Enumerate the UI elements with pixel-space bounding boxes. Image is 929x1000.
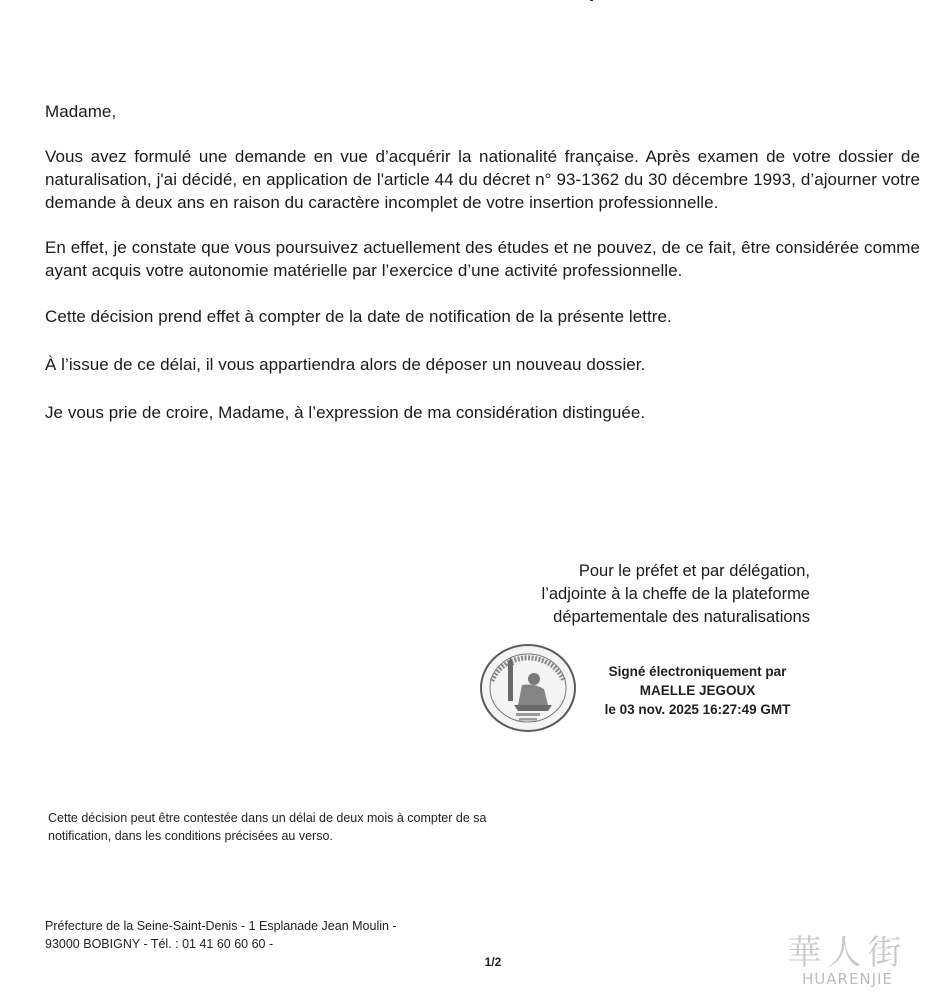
esign-date: le 03 nov. 2025 16:27:49 GMT: [604, 702, 791, 717]
salutation: Madame,: [45, 102, 117, 121]
signature-line-2: l’adjointe à la cheffe de la plateforme: [541, 585, 810, 603]
footer-address: [45, 917, 485, 953]
letter-body: [45, 100, 920, 424]
paragraph-next-steps: À l’issue de ce délai, il vous appartiendra alors de déposer un nouveau dossier.: [45, 355, 646, 374]
official-seal-icon: [478, 643, 578, 733]
signature-block: [470, 560, 810, 629]
cropped-header-fragment: [560, 0, 600, 2]
esign-signer-name: MAELLE JEGOUX: [639, 683, 756, 698]
cropped-text-icon: [560, 0, 600, 5]
electronic-signature: [585, 662, 810, 719]
signature-line-1: Pour le préfet et par délégation,: [578, 562, 810, 580]
footer-address-line-1: Préfecture de la Seine-Saint-Denis - 1 Esplanade Jean Moulin -: [45, 919, 397, 933]
appeal-notice: Cette décision peut être contestée dans un délai de deux mois à compter de sa notification, dans les conditions précisées au verso.: [48, 811, 487, 843]
watermark: [775, 925, 920, 995]
page-number: 1/2: [484, 955, 502, 969]
watermark-text: HUARENJIE: [802, 970, 893, 988]
paragraph-justification: En effet, je constate que vous poursuivez actuellement des études et ne pouvez, de ce fait, être considérée comme ayant acquis votre autonomie matérielle par l’exercice d’une activité professionnelle.: [45, 238, 920, 280]
signature-line-3: départementale des naturalisations: [553, 608, 810, 626]
paragraph-effect: Cette décision prend effet à compter de la date de notification de la présente lettre.: [45, 307, 672, 326]
closing-formula: Je vous prie de croire, Madame, à l’expression de ma considération distinguée.: [45, 403, 646, 422]
esign-label: Signé électroniquement par: [608, 664, 787, 679]
watermark-glyphs: 華人街: [787, 933, 908, 973]
paragraph-decision: Vous avez formulé une demande en vue d’acquérir la nationalité française. Après examen de votre dossier de naturalisation, j'ai décidé, en application de l'article 44 du décret n° 93-1362 du 30 décembre 1993, d’ajourner votre demande à deux ans en raison du caractère incomplet de votre insertion professionnelle.: [45, 147, 920, 212]
footer-address-line-2: 93000 BOBIGNY - Tél. : 01 41 60 60 60 -: [45, 937, 274, 951]
seal-graphic: [478, 643, 578, 733]
